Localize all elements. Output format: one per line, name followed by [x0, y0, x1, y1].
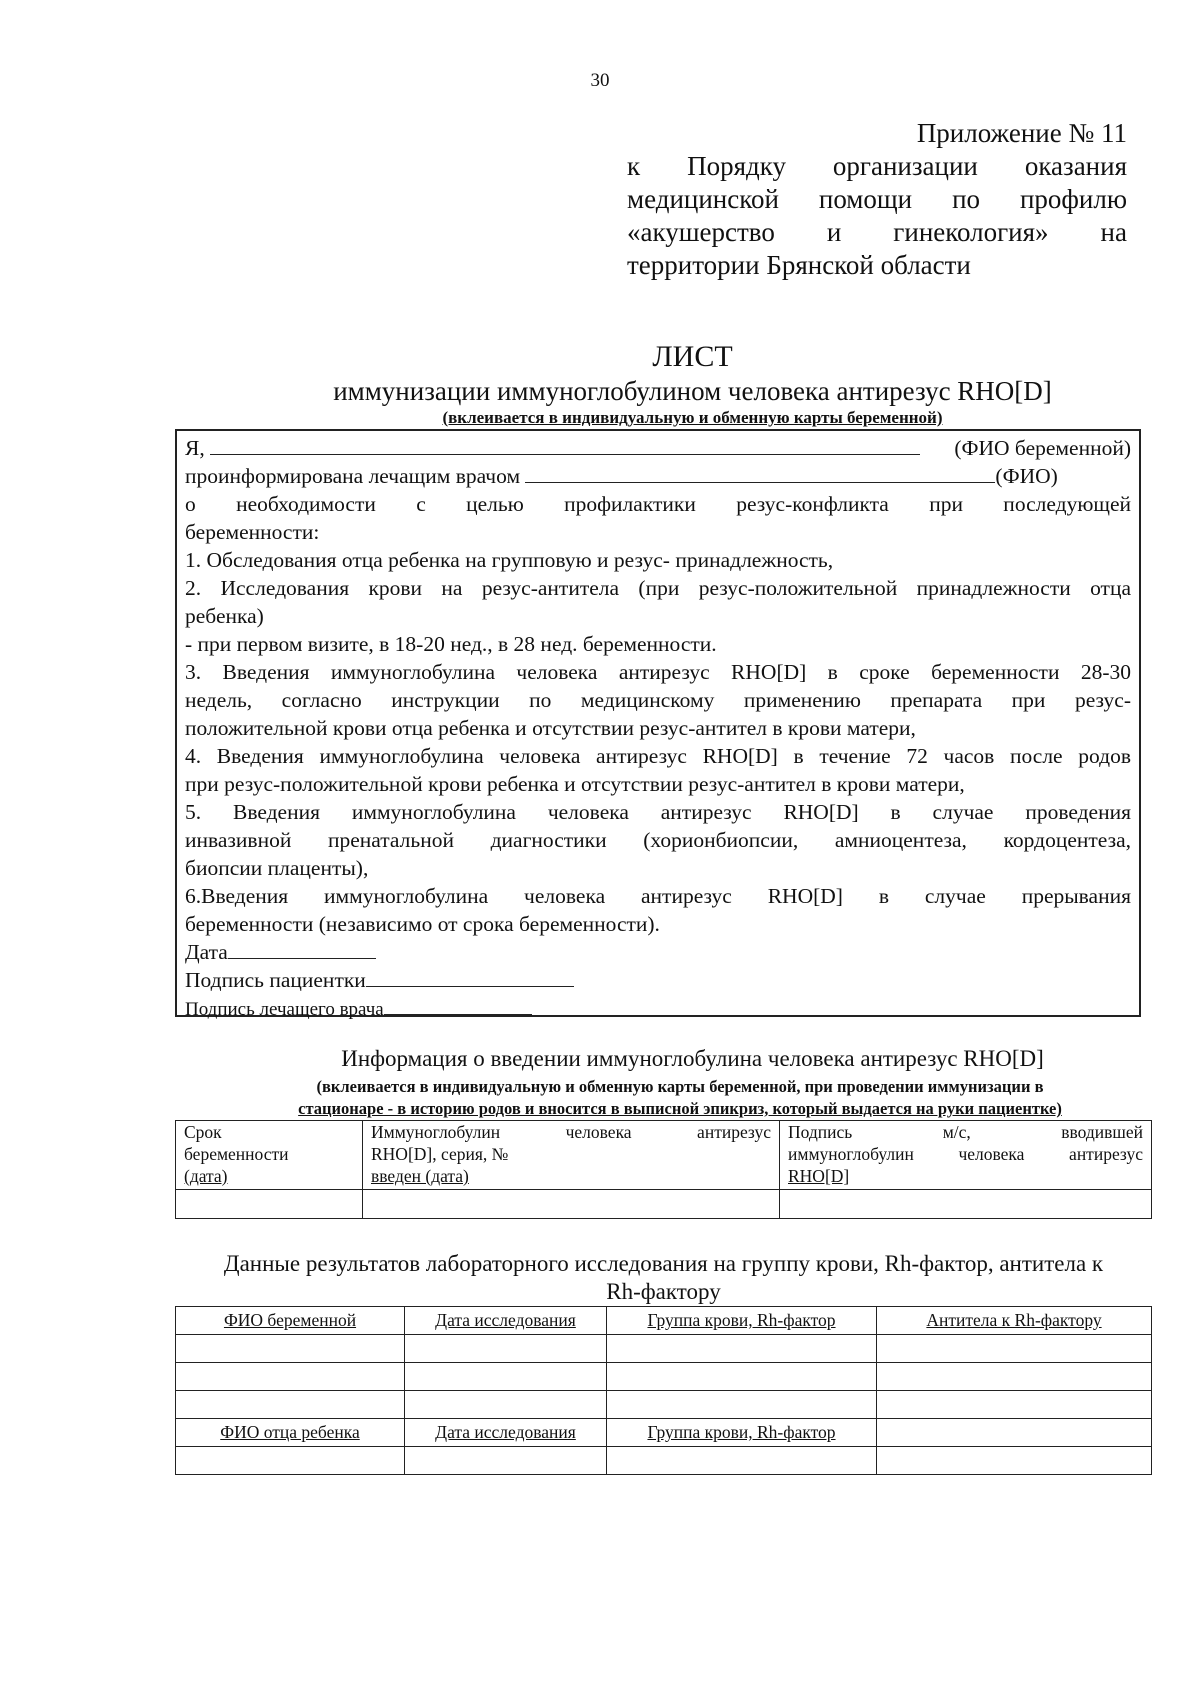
table-row	[176, 1363, 1152, 1391]
lab-header-cell	[607, 1307, 877, 1335]
table-cell[interactable]	[607, 1335, 877, 1363]
table-cell[interactable]	[405, 1363, 607, 1391]
father-header-row	[176, 1419, 1152, 1447]
header-blood-group: Группа крови, Rh-фактор	[647, 1310, 836, 1330]
table-cell[interactable]	[176, 1447, 405, 1475]
date-field[interactable]	[228, 938, 376, 959]
table-row	[176, 1447, 1152, 1475]
item-6-line-2: беременности (независимо от срока беременности).	[185, 912, 660, 936]
table-cell[interactable]	[405, 1335, 607, 1363]
table-header-row	[176, 1121, 1152, 1190]
table-cell[interactable]	[877, 1447, 1152, 1475]
item-5-line-2: инвазивной пренатальной диагностики (хорионбиопсии, амниоцентеза, кордоцентеза,	[185, 828, 1131, 852]
appendix-line-1: к Порядку организации оказания	[627, 151, 1127, 181]
informed-by-label: проинформирована лечащим врачом	[185, 464, 521, 488]
appendix-title: Приложение № 11	[916, 118, 1127, 148]
table-cell[interactable]	[176, 1335, 405, 1363]
patient-signature-label: Подпись пациентки	[185, 968, 366, 992]
item-2-visits: - при первом визите, в 18-20 нед., в 28 нед. беременности.	[185, 632, 717, 656]
item-6-line-1: 6.Введения иммуноглобулина человека антирезус RHO[D] в случае прерывания	[185, 884, 1131, 908]
appendix-line-3: «акушерство и гинекология» на	[627, 217, 1127, 247]
table-cell[interactable]	[877, 1335, 1152, 1363]
immunization-info-table	[175, 1120, 1152, 1219]
table-cell[interactable]	[780, 1190, 1152, 1219]
i-label: Я,	[185, 436, 205, 460]
col-term	[176, 1121, 363, 1190]
lab-header-cell	[176, 1419, 405, 1447]
item-2-line-1: 2. Исследования крови на резус-антитела (при резус-положительной принадлежности отца	[185, 576, 1131, 600]
header-pregnant-name: ФИО беременной	[223, 1310, 357, 1330]
sheet-title: ЛИСТ	[652, 340, 733, 373]
item-5-line-1: 5. Введения иммуноглобулина человека антирезус RHO[D] в случае проведения	[185, 800, 1131, 824]
info-note-line-2: стационаре - в историю родов и вносится в выписной эпикриз, который выдается на руки пациентке)	[298, 1099, 1062, 1118]
lab-title-line-1: Данные результатов лабораторного исследования на группу крови, Rh-фактор, антитела к	[223, 1251, 1104, 1276]
header-father-blood-group: Группа крови, Rh-фактор	[647, 1422, 836, 1442]
informed-line	[185, 462, 1131, 490]
table-row	[176, 1335, 1152, 1363]
necessity-line: о необходимости с целью профилактики резус-конфликта при последующей	[185, 492, 1131, 516]
header-father-test-date: Дата исследования	[435, 1422, 576, 1442]
lab-title	[175, 1250, 1152, 1306]
lab-title-line-2: Rh-фактору	[606, 1279, 721, 1304]
info-note	[200, 1076, 1160, 1120]
date-label: Дата	[185, 940, 228, 964]
consent-form	[175, 429, 1141, 1020]
col-immunoglobulin-line-1: Иммуноглобулин человека антирезус	[371, 1122, 771, 1142]
table-cell[interactable]	[877, 1391, 1152, 1419]
consent-fio-line	[185, 434, 1131, 462]
doctor-name-field[interactable]	[525, 462, 995, 483]
fio-label: (ФИО)	[995, 464, 1058, 488]
lab-header-cell	[405, 1419, 607, 1447]
col-term-line-2: беременности	[184, 1144, 289, 1164]
item-2-line-2: ребенка)	[185, 604, 264, 628]
appendix-line-4: территории Брянской области	[627, 250, 971, 280]
lab-header-cell	[877, 1307, 1152, 1335]
table-row	[176, 1190, 1152, 1219]
item-3-line-3: положительной крови отца ребенка и отсутствии резус-антител в крови матери,	[185, 716, 916, 740]
appendix-line-2: медицинской помощи по профилю	[627, 184, 1127, 214]
table-cell[interactable]	[877, 1363, 1152, 1391]
lab-header-cell	[405, 1307, 607, 1335]
date-line	[185, 938, 1131, 966]
table-cell[interactable]	[363, 1190, 780, 1219]
pregnant-name-field[interactable]	[210, 434, 920, 455]
table-cell[interactable]	[405, 1391, 607, 1419]
col-nurse-line-2: иммуноглобулин человека антирезус	[788, 1144, 1143, 1164]
fio-pregnant-label: (ФИО беременной)	[954, 436, 1131, 460]
col-nurse-line-3: RHO[D]	[788, 1166, 850, 1186]
col-term-line-1: Срок	[184, 1122, 222, 1142]
header-antibodies: Антитела к Rh-фактору	[926, 1310, 1102, 1330]
page-number: 30	[590, 70, 610, 91]
table-cell[interactable]	[607, 1447, 877, 1475]
table-cell[interactable]	[176, 1190, 363, 1219]
item-3-line-2: недель, согласно инструкции по медицинскому применению препарата при резус-	[185, 688, 1131, 712]
table-cell[interactable]	[877, 1419, 1152, 1447]
item-4-line-2: при резус-положительной крови ребенка и отсутствии резус-антител в крови матери,	[185, 772, 965, 796]
item-4-line-1: 4. Введения иммуноглобулина человека антирезус RHO[D] в течение 72 часов после родов	[185, 744, 1131, 768]
sheet-note: (вклеивается в индивидуальную и обменную карты беременной)	[442, 408, 943, 427]
table-cell[interactable]	[176, 1391, 405, 1419]
lab-results-table	[175, 1306, 1152, 1475]
appendix-header	[627, 117, 1127, 282]
col-immunoglobulin-line-3: введен (дата)	[371, 1166, 469, 1186]
header-test-date: Дата исследования	[435, 1310, 576, 1330]
item-3-line-1: 3. Введения иммуноглобулина человека антирезус RHO[D] в сроке беременности 28-30	[185, 660, 1131, 684]
table-cell[interactable]	[607, 1391, 877, 1419]
patient-signature-field[interactable]	[366, 966, 574, 987]
doctor-signature-line	[185, 994, 1131, 1024]
col-nurse-signature	[780, 1121, 1152, 1190]
doctor-signature-field[interactable]	[384, 994, 532, 1015]
info-title: Информация о введении иммуноглобулина человека антирезус RHO[D]	[341, 1046, 1044, 1071]
col-immunoglobulin-line-2: RHO[D], серия, №	[371, 1144, 509, 1164]
sheet-subtitle: иммунизации иммуноглобулином человека антирезус RHO[D]	[333, 376, 1052, 406]
lab-header-cell	[176, 1307, 405, 1335]
lab-header-cell	[607, 1419, 877, 1447]
table-row	[176, 1391, 1152, 1419]
header-father-name: ФИО отца ребенка	[220, 1422, 360, 1442]
col-nurse-line-1: Подпись м/с, вводившей	[788, 1122, 1143, 1142]
lab-header-row	[176, 1307, 1152, 1335]
pregnancy-line: беременности:	[185, 520, 320, 544]
table-cell[interactable]	[176, 1363, 405, 1391]
col-term-line-3: (дата)	[184, 1166, 228, 1186]
doctor-signature-label: Подпись лечащего врача	[185, 999, 384, 1020]
table-cell[interactable]	[607, 1363, 877, 1391]
item-5-line-3: биопсии плаценты),	[185, 856, 369, 880]
patient-signature-line	[185, 966, 1131, 994]
col-immunoglobulin	[363, 1121, 780, 1190]
info-note-line-1: (вклеивается в индивидуальную и обменную карты беременной, при проведении иммунизации в	[316, 1077, 1044, 1096]
item-1: 1. Обследования отца ребенка на групповую и резус- принадлежность,	[185, 548, 834, 572]
table-cell[interactable]	[405, 1447, 607, 1475]
